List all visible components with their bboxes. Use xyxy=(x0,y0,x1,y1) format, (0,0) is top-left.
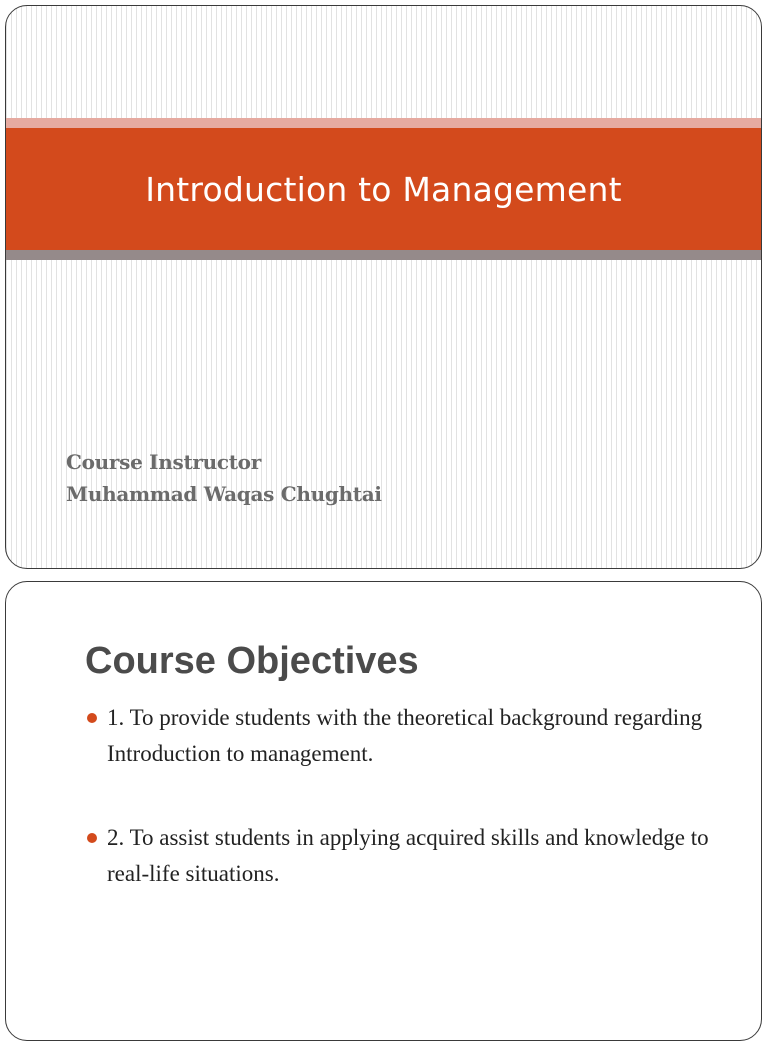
instructor-block xyxy=(66,446,382,510)
list-item xyxy=(85,820,725,892)
objective-text: 2. To assist students in applying acquired skills and knowledge to real-life situations. xyxy=(107,825,709,886)
title-top-accent-strip xyxy=(6,118,761,128)
objectives-slide xyxy=(5,581,762,1041)
title-band xyxy=(6,128,761,250)
instructor-name: Muhammad Waqas Chughtai xyxy=(66,482,382,506)
objective-text: 1. To provide students with the theoretical background regarding Introduction to management. xyxy=(107,705,703,766)
bullet-dot-icon xyxy=(87,713,97,723)
objectives-list xyxy=(85,700,725,892)
slide-title: Introduction to Management xyxy=(145,169,622,209)
bullet-dot-icon xyxy=(87,833,97,843)
instructor-label: Course Instructor xyxy=(66,450,261,474)
title-bottom-accent-strip xyxy=(6,250,761,260)
list-item xyxy=(85,700,725,772)
objectives-heading: Course Objectives xyxy=(85,640,419,682)
title-slide xyxy=(5,5,762,569)
